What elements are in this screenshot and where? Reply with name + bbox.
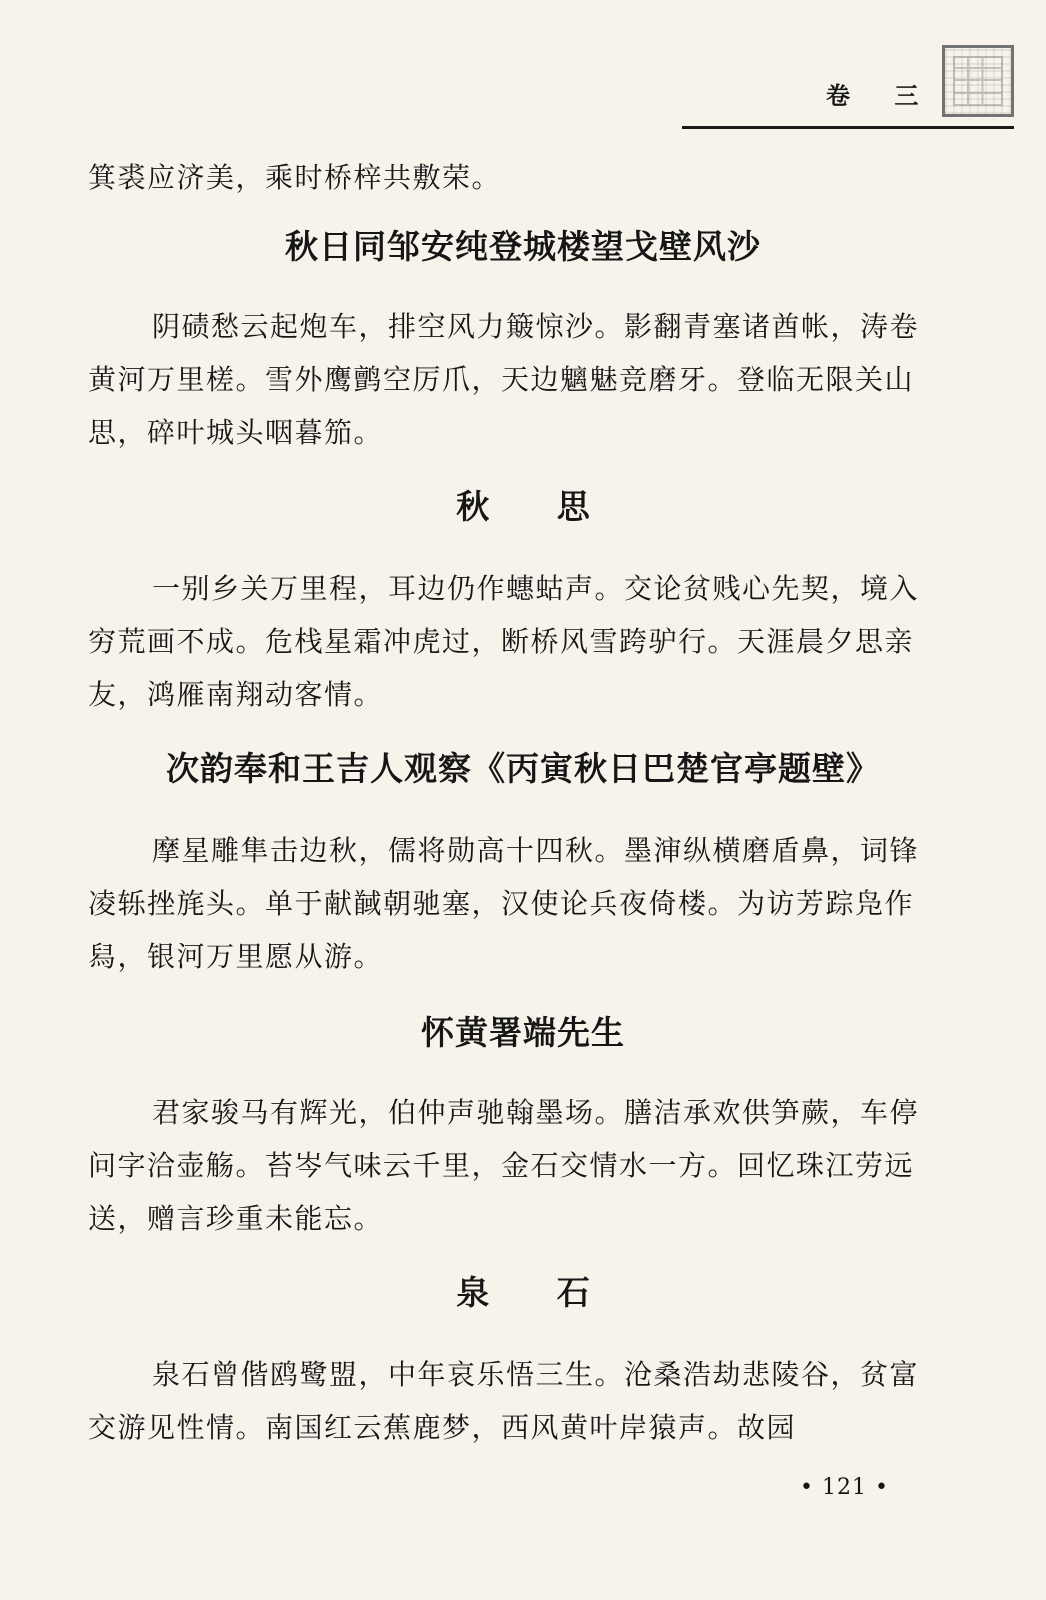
book-seal-image (942, 45, 1014, 117)
poem-text-5: 泉石曾偕鸥鹭盟，中年哀乐悟三生。沧桑浩劫悲陵谷，贫富交游见性情。南国红云蕉鹿梦，西风黄叶岸猿声。故园 (88, 1358, 920, 1444)
page-number: • 121 • (800, 1475, 889, 1500)
poem-title-3: 次韵奉和王吉人观察《丙寅秋日巴楚官亭题壁》 (166, 749, 880, 788)
opening-line: 箕裘应济美，乘时桥梓共敷荣。 (88, 161, 502, 194)
header-rule (682, 126, 1014, 129)
poem-text-3: 摩星雕隼击边秋，儒将勋高十四秋。墨渖纵横磨盾鼻，词锋凌轹挫旄头。单于献馘朝驰塞，汉使论兵夜倚楼。为访芳踪凫作舄，银河万里愿从游。 (88, 834, 920, 973)
chapter-header: 卷 三 (826, 81, 937, 110)
poem-title-2: 秋 思 (456, 487, 618, 526)
poem-text-1: 阴碛愁云起炮车，排空风力簸惊沙。影翻青塞诸酋帐，涛卷黄河万里槎。雪外鹰鹯空厉爪，天边魑魅竞磨牙。登临无限关山思，碎叶城头咽暮笳。 (88, 310, 920, 449)
poem-title-4: 怀黄署端先生 (421, 1013, 625, 1052)
poem-text-2: 一别乡关万里程，耳边仍作蟪蛄声。交论贫贱心先契，境入穷荒画不成。危栈星霜冲虎过，断桥风雪跨驴行。天涯晨夕思亲友，鸿雁南翔动客情。 (88, 572, 920, 711)
poem-title-1: 秋日同邹安纯登城楼望戈壁风沙 (285, 227, 761, 266)
poem-title-5: 泉 石 (456, 1273, 618, 1312)
poem-text-4: 君家骏马有辉光，伯仲声驰翰墨场。膳洁承欢供笋蕨，车停问字洽壶觞。苔岑气味云千里，金石交情水一方。回忆珠江劳远送，赠言珍重未能忘。 (88, 1096, 920, 1235)
